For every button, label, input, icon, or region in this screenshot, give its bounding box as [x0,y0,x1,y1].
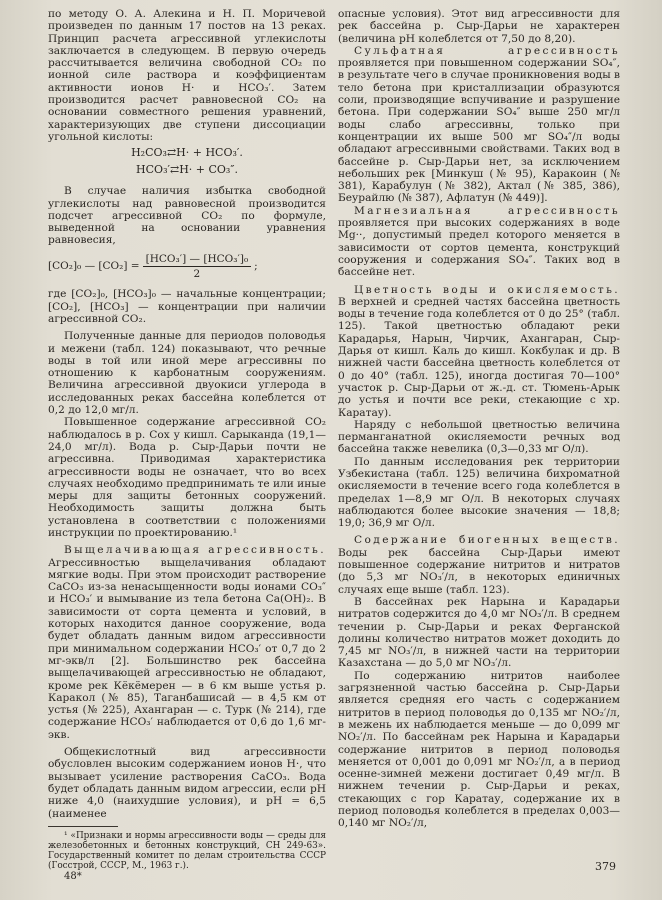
paragraph-dangerous-conditions: опасные условия). Этот вид агрессивности для рек бассейна р. Сыр-Дарьи не характерен (величина pH колеблется от 7,50 до 8,20). [338,8,620,45]
heading-biogenic: Содержание биогенных веществ. [354,534,620,547]
formula-lhs: [CO₂]₀ — [CO₂] = [48,260,140,273]
paragraph-magnesium [338,205,620,279]
footnote-divider [48,826,118,827]
heading-sulfate: Сульфатная агрессивность [354,44,620,57]
printer-signature: 48* [64,871,82,882]
paragraph-biogenic [338,534,620,595]
paragraph-concentrations: где [CO₂]₀, [HCO₃]₀ — начальные концентрации; [CO₂], [HCO₃] — концентрации при наличии агрессивной CO₂. [48,288,326,325]
heading-color: Цветность воды и окисляемость. [354,283,620,296]
paragraph-flood-data: Полученные данные для периодов половодья и межени (табл. 124) показывают, что речные воды в той или иной мере агрессивны по отношению к карбонатным сооружениям. Величина агрессивной двуокиси углерода в исследованных реках бассейна колеблется от 0,2 до 12,0 мг/л. [48,330,326,417]
formula-numerator: [HCO₃′] — [HCO₃′]₀ [143,253,252,267]
formula-end: ; [254,260,258,273]
paragraph-permanganate: Наряду с небольшой цветностью величина перманганатной окисляемости речных вод бассейна также невелика (0,3—0,33 мг O/л). [338,418,620,456]
paragraph-sulfate [338,45,620,205]
text-magnesium: проявляется при высоких содержаниях в воде Mg··, допустимый предел которого меняется в зависимости от сортов цемента, конструкций сооружения и содержания SO₄″. Таких вод в бассейне нет. [338,217,620,279]
heading-magnesium: Магнезиальная агрессивность [354,204,620,217]
heading-leaching: Выщелачивающая агрессивность. [64,544,326,557]
formula-fraction [143,253,252,281]
left-column [48,8,326,872]
paragraph-aggressive-co2: В случае наличия избытка свободной углекислоты над равновесной производится подсчет агрессивной CO₂ по формуле, выведенной на основании уравнения равновесия, [48,185,326,247]
footnote: ¹ «Признаки и нормы агрессивности воды — среды для железобетонных и бетонных конструкций, СН 249-63». Государственный комитет по делам строительства СССР (Госстрой, СССР, М., 1963 г.). [48,830,326,872]
formula-aggressive-co2 [48,253,326,281]
equation-dissociation-1: H₂CO₃⇄H· + HCO₃′. [131,146,243,160]
page-number: 379 [595,860,616,873]
text-sulfate: проявляется при повышенном содержании SO₄″, в результате чего в случае проникновения воды в тело бетона при кристаллизации образуются соли, производящие вспучивание и разрушение бетона. При содержании SO₄″ выше 250 мг/л воды слабо агрессивны, только при концентрации их выше 500 мг SO₄″/л воды обладают агрессивными свойствами. Таких вод в бассейне р. Сыр-Дарьи нет, за исключением небольших рек [Минкуш (№ 95), Каракоин (№ 381), Карабулун (№ 382), Актал (№ 385, 386), Беурайлю (№ 387), Афлатун (№ 449)]. [338,57,620,205]
equation-dissociation-2: HCO₃′⇄H· + CO₃″. [136,163,238,177]
text-leaching: Агрессивностью выщелачивания обладают мягкие воды. При этом происходит растворение CaCO₃ из-за ненасыщенности воды ионами CO₃″ и HCO₃′ и вымывание из тела бетона Ca(OH)₂. В зависимости от сорта цемента и условий, в которых находится данное сооружение, вода будет обладать данным видом агрессивности при минимальном содержании HCO₃′ от 0,7 до 2 мг-экв/л [2]. Большинство рек бассейна выщелачивающей агрессивностью не обладают, кроме рек Кёкёмерен — в 6 км выше устья р. Каракол (№ 85), Таганбашисай — в 4,5 км от устья (№ 225), Ахангаран — с. Турк (№ 214), где содержание HCO₃′ наблюдается от 0,6 до 1,6 мг-экв. [48,556,326,741]
formula-denominator: 2 [193,268,201,281]
paragraph-method: по методу О. А. Алекина и Н. П. Моричевой произведен по данным 17 постов на 13 реках. Принцип расчета агрессивной углекислоты заключается в следующем. В первую очередь рассчитывается величина свободной CO₂ по ионной силе раствора и коэффициентам активности ионов H· и HCO₃′. Затем производится расчет равновесной CO₂ на основании совместного решения уравнений, характеризующих две ступени диссоциации угольной кислоты: [48,8,326,143]
paragraph-elevated-co2: Повышенное содержание агрессивной CO₂ наблюдалось в р. Сох у кишл. Сарыканда (19,1—24,0 мг/л). Вода р. Сыр-Дарьи почти не агрессивна. Приводимая характеристика агрессивности воды не означает, что во всех случаях необходимо предпринимать те или иные меры для защиты бетонных сооружений. Необходимость защиты должна быть установлена в соответствии с положениями инструкции по проектированию.¹ [48,416,326,539]
paragraph-acidic: Общекислотный вид агрессивности обусловлен высоким содержанием ионов H·, что вызывает усиление растворения CaCO₃. Вода будет обладать данным видом агрессии, если pH ниже 4,0 (наихудшие условия), и pH = 6,5 (наименее [48,746,326,820]
right-column [338,8,620,830]
paragraph-color [338,284,620,419]
text-biogenic: Воды рек бассейна Сыр-Дарьи имеют повышенное содержание нитритов и нитратов (до 5,3 мг NO₃′/л, в некоторых единичных случаях еще выше (табл. 123). [338,546,620,596]
paragraph-dichromate: По данным исследования рек территории Узбекистана (табл. 125) величина бихроматной окисляемости в течение всего года колеблется в пределах 1—8,9 мг O/л. В некоторых случаях наблюдаются более высокие значения — 18,8; 19,0; 36,9 мг O/л. [338,455,620,530]
paragraph-leaching [48,544,326,741]
text-color: В верхней и средней частях бассейна цветность воды в течение года колеблется от 0 до 25° (табл. 125). Такой цветностью обладают реки Карадарья, Нарын, Чирчик, Ахангаран, Сыр-Дарья от кишл. Каль до кишл. Кокбулак и др. В нижней части бассейна цветность колеблется от 0 до 40° (табл. 125), иногда достигая 70—100° участок р. Сыр-Дарьи от ж.-д. ст. Тюмень-Арык до устья и почти все реки, стекающие с хр. Каратау). [338,295,620,419]
paragraph-nitrites: По содержанию нитритов наиболее загрязненной частью бассейна р. Сыр-Дарьи является средняя его часть с содержанием нитритов в период половодья до 0,135 мг NO₂′/л, в межень их наблюдается меньше — до 0,099 мг NO₂′/л. По бассейнам рек Нарына и Карадарьи содержание нитритов в период половодья меняется от 0,001 до 0,091 мг NO₂′/л, а в период осенне-зимней межени достигает 0,49 мг/л. В нижнем течении р. Сыр-Дарьи и реках, стекающих с гор Каратау, содержание их в период половодья колеблется в пределах 0,003—0,140 мг NO₂′/л, [338,669,620,830]
paragraph-nitrates: В бассейнах рек Нарына и Карадарьи нитратов содержится до 4,0 мг NO₃′/л. В среднем течении р. Сыр-Дарьи и реках Ферганской долины количество нитратов может доходить до 7,45 мг NO₃′/л, в нижней части на территории Казахстана — до 5,0 мг NO₃′/л. [338,595,620,670]
